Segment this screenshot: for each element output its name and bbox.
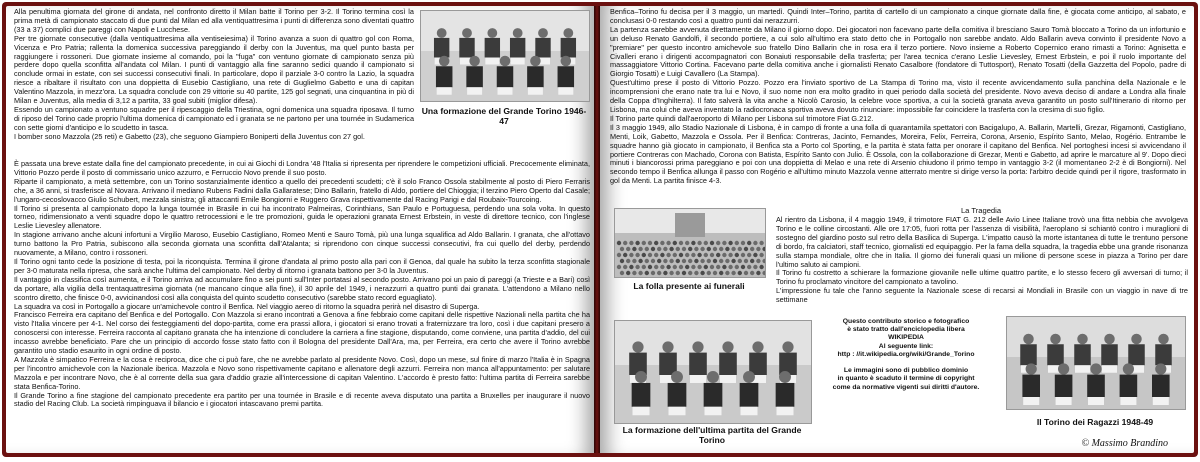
paragraph: Il Grande Torino a fine stagione del campionato precedente era partito per una tournée in Brasile e di recente aveva disputato una partita a Bruxelles per inaugurare il nuovo stadio del Racing Club. La società rimpinguava il bilancio e i giocatori intascavano premi partita.: [14, 390, 590, 409]
team-1946-47-photo: [420, 10, 590, 102]
ragazzi-team-illustration: [1007, 317, 1185, 409]
tragedy-title: La Tragedia: [960, 206, 1002, 215]
team-photo-illustration: [421, 11, 589, 101]
paragraph: I bomber sono Mazzola (25 reti) e Gabetto (23), che seguono Giampiero Boniperti della Juventus con 27 gol.: [14, 131, 365, 141]
caption-ultima-partita: La formazione dell'ultima partita del Grande Torino: [622, 425, 802, 445]
paragraph: A Mazzola è simpatico Ferreira e la cosa è reciproca, dice che ci può fare, che ne avrebbe parlato al presidente Novo. Così, dopo un mese, sul finire di marzo l'Italia è in Spagna per l'incontro amichevole con la Nazionale iberica. Mazzola e Novo sono rispettivamente capitano e allenatore degli azzurri. Ferreira non manca all'appuntamento: per salutare Mazzola e per incontrare Novo, che è al corrente della sua gara d'addio grazie all'intercessione di capitan Valentino. L'accordo è presto fatto: l'ultima partita di Ferreira sarebbe stata Benfica-Torino.: [14, 354, 590, 391]
caption-funerali: La folla presente ai funerali: [633, 281, 745, 291]
tragedy-text: [776, 216, 1188, 308]
credit-line: [818, 359, 994, 367]
paragraph: Il vantaggio in classifica così aumenta, e il Torino arriva ad accumulare fino a sei punti sull'Inter portatasi al secondo posto. Arrivano poi un paio di pareggi (a Trieste e a Bari) così da portare, alla vigilia della trentaquattresima giornata (ne mancano cinque alla fine), il 30 aprile del 1949, i nerazzurri a quattro punti dai granata. L'attendono a Milano nello scontro diretto, che finisce 0-0, avvicinandosi così alla conquista del quinto scudetto consecutivo (sarebbe stato record eguagliato).: [14, 274, 590, 302]
credit-line: come da normative vigenti sui diritti d'autore.: [832, 383, 980, 391]
paragraph: La squadra va così in Portogallo a giocare un'amichevole contro il Benfica. Nel viaggio aereo di ritorno la squadra perirà nel disastro di Superga.: [14, 301, 480, 311]
paragraph: La partenza sarebbe avvenuta direttamente da Milano il giorno dopo. Dei giocatori non facevano parte della comitiva il bresciano Sauro Tomà bloccato a Torino da un infortunio e un deluso Renato Gandolfi, il secondo portiere, a cui solo all'ultimo era stato detto che in Portogallo non sarebbe andato. Aldo Ballarin aveva convinto il presidente Novo a "premiare" per questo incontro amichevole suo fratello Dino Ballarin che in rosa era il terzo portiere. Novo insieme a Roberto Copernico erano rimasti a Torino: Agnisetta e Civalleri erano i dirigenti accompagnatori con Bonaiuti responsabile della trasferta; per l'area tecnica c'erano Leslie Lievesley, Ernest Erbstein, e poi il ruolo importante del massaggiatore Vittorio Cortina. Facevano parte della comitiva anche i giornalisti Renato Casalbore (fondatore di Tuttosport), Renato Tosatti (della Gazzetta del Popolo, padre di Giorgio Tosatti) e Luigi Cavallero (La Stampa).: [610, 24, 1186, 79]
wikipedia-credit: [818, 318, 994, 392]
credit-line: Al seguente link:: [878, 342, 934, 350]
left-text-top: [14, 8, 414, 158]
paragraph: Il Torino ogni tanto cede la posizione di testa, poi la riconquista. Termina il girone d'andata al primo posto alla pari con il Genoa, dal quale ha subito la terza sconfitta stagionale per 3-0 maturata nella ripresa, che sarà anche l'ultima del campionato. Nel derby di ritorno i granata battono per 3-0 la Juventus.: [14, 256, 590, 275]
caption-ragazzi: Il Torino dei Ragazzi 1948-49: [1036, 417, 1154, 427]
paragraph: Il 3 maggio 1949, allo Stadio Nazionale di Lisbona, è in campo di fronte a una folla di quarantamila spettatori con Bacigalupo, A. Ballarin, Martelli, Grezar, Rigamonti, Castigliano, Menti, Loik, Gabetto, Mazzola e Ossola. Per il Benfica: Contreras, Jacinto, Fernandes, Moreira, Felix, Ferreira, Corona, Arsenio, Espírito Santo, Melao, Rogério. Entrambe le squadre hanno già giocato in campionato, il Benfica sta a Porto col Sporting, e la partita è stata fatta per onorare il capitano del Benfica. Nel portoghesi incesi si avvicendano il portiere Contreras con Machado, Corona con Batista, Espírito Santo con Julio. È Ossola, con la collaborazione di Grezar, Menti e Gabetto, ad aprire le marcature al 9'. Dopo dieci minuti i biancorossi prima pareggiano e poi con una doppietta di Melao e una rete di Arsenio chiudono il primo tempo in vantaggio 3-2 (il momentaneo 2-2 è di Bongiorni). Nel secondo tempo il Benfica allunga il passo con Rogério e all'ultimo minuto Mazzola venne atterrato mentre si dirige verso la porta: l'arbitro decide quindi per il rigore, trasformato in gol da Menti. La partita finisce 4-3.: [610, 122, 1186, 186]
paragraph: Francisco Ferreira era capitano del Benfica e del Portogallo. Con Mazzola si erano incontrati a Genova a fine febbraio come capitani delle rispettive Nazionali nella partita che ha visto l'Italia vincere per 4-1. Nel corso dei festeggiamenti del dopo-partita, come era prassi allora, i giocatori si erano trovati a fraternizzare tra loro, così i due capitani presero a conoscersi con interesse. Ferreira racconta al capitano granata che ha intenzione di concludere la carriera a fine stagione, disputando, come conviene, una partita d'addio, del cui incasso avrebbe beneficiato. Pare che un principio di accordo fosse stato fatto con il Bologna del presidente Dall'Ara, ma, per Ferreira, era certo che avere il Torino avrebbe garantito uno stadio esaurito in ogni ordine di posto.: [14, 310, 590, 356]
photo-caption-1946-47: Una formazione del Grande Torino 1946-47: [421, 106, 587, 126]
funeral-crowd-photo: [614, 208, 766, 278]
credit-line: http : //it.wikipedia.org/wiki/Grande_Torino: [837, 350, 975, 358]
copyright-notice: © Massimo Brandino: [1081, 438, 1168, 449]
paragraph: Riparte il campionato, a metà settembre, con un Torino sostanzialmente identico a quello dei precedenti scudetti; c'è il solo Franco Ossola stabilmente al posto di Piero Ferraris che, a 36 anni, si trasferisce al Novara. Arrivano il mediano Rubens Fadini dalla Gallaratese; Dino Ballarin, fratello di Aldo, portiere del Chioggia; il terzino Piero Operto dal Casale; l'ungaro-cecoslovacco Giulio Schubert, mezzala sinistra; gli attaccanti Emile Bongiorni e Ruggero Grava rispettivamente dal Racing Parigi e dal Roubaix-Tourcoing.: [14, 176, 590, 204]
paragraph: Il Torino si presenta al campionato dopo la lunga tournée in Brasile in cui ha incontrato Palmeiras, Corinthians, San Paulo e Portuguesa, perdendo una sola volta. In questo torneo, ridimensionato a venti squadre dopo le quattro retrocessioni e le tre promozioni, guida le operazioni granata Ernest Erbstein, in veste di direttore tecnico, con l'inglese Leslie Lievesley allenatore.: [14, 203, 590, 231]
last-match-team-photo: [614, 320, 812, 424]
last-team-illustration: [615, 321, 811, 423]
paragraph: Il Torino fu costretto a schierare la formazione giovanile nelle ultime quattro partite, e lo stesso fecero gli avversari di turno; il Torino fu proclamato vincitore del campionato a tavolino.: [776, 268, 1188, 287]
paragraph: L'impressione fu tale che l'anno seguente la Nazionale scese di recarsi ai Mondiali in Brasile con un viaggio in nave di tre settimane: [776, 286, 1188, 305]
left-text-bottom: [14, 160, 590, 450]
paragraph: Al rientro da Lisbona, il 4 maggio 1949, il trimotore FIAT G. 212 delle Avio Linee Italiane trovò una fitta nebbia che avvolgeva Torino e le colline circostanti. Alle ore 17:05, fuori rotta per l'assenza di visibilità, l'aeroplano si schiantò contro i muraglioni di sostegno del giardino posto sul retro della Basilica di Superga. L'impatto causò la morte istantanea di tutte le trentuno persone di bordo, fra calciatori, staff tecnico, giornalisti ed equipaggio. Per la fama della squadra, la tragedia ebbe una grande risonanza sulla stampa mondiale, oltre che in Italia. Il giorno dei funerali quasi un milione di persone scese in piazza a Torino per dare l'ultimo saluto ai campioni.: [776, 215, 1188, 269]
paragraph: È passata una breve estate dalla fine del campionato precedente, in cui ai Giochi di Londra '48 l'Italia si ripresenta per riprendere le competizioni ufficiali. Precocemente eliminata, Vittorio Pozzo perde il posto di commissario unico azzurro, e Ferruccio Novo prende il suo posto.: [14, 159, 590, 177]
left-page: [6, 6, 594, 453]
right-text-top: [610, 8, 1186, 204]
credit-line: Le immagini sono di pubblico dominio: [843, 367, 969, 375]
paragraph: Alla penultima giornata del girone di andata, nel confronto diretto il Milan batte il Torino per 3-2. Il Torino termina così la prima metà di campionato staccato di due punti dal Milan ed alla ventiquattresima i punti di differenza sono diventati quattro (33 a 37) complici due pareggi con Napoli e Lucchese.: [14, 7, 414, 34]
credit-line: è stato tratto dall'enciclopedia libera: [847, 326, 965, 334]
right-page: [600, 6, 1194, 453]
credit-line: WIKIPEDIA: [888, 334, 924, 342]
paragraph: Quest'ultimo prese il posto di Vittorio Pozzo. Pozzo era l'inviato sportivo de La Stampa di Torino ma, visto il recente avvicendamento sulla panchina della Nazionale e le incomprensioni che erano nate tra lui e Novo, il suo nome non era molto gradito in quei periodo dalla società del presidente. Novo aveva deciso di andare a Londra alla finale della Coppa d'Inghilterra). Il fato salverà la vita anche a Nicolò Carosio, la celebre voce sportiva, a cui la società granata aveva garantito un posto sull'Itinerario di ritorno per Lisbona, ma colui che aveva inventato la radiocronaca sportiva aveva dovuto rinunciare: impossibile far coincidere la trasferta con la cresima di suo figlio.: [610, 78, 1186, 114]
paragraph: Per tre giornate consecutive (dalla ventiquattresima alla ventiseiesima) il Torino avanza a suon di quattro gol con Roma, Vicenza e Pro Patria; rallenta la domenica successiva pareggiando il derby con la Juventus, ma quel punto basta per raggiungere i rossoneri. Due giornate insieme al comando, poi la "fuga" con ventuno giornate di campionato senza più perdere dopo quella sconfitta all'andata col Milan. I punti di vantaggio alla fine saranno sedici quando il campionato si conclude ormai in estate, con sei successi consecutivi finali. In particolare, dopo il parziale 3-0 contro la Lazio, la squadra riesce a ribaltare il risultato con una doppietta di Eusebio Castigliano, una rete di Guglielmo Gabetto e una di capitan Valentino Mazzola, in mezz'ora. La squadra conclude con 29 vittorie su 40 partite, 125 gol segnati, una cinquantina in più di Milan e Juventus, alla media di 3,12 a partita, 33 goal subiti (miglior difesa).: [14, 33, 414, 106]
credit-line: Questo contributo storico e fotografico: [842, 318, 970, 325]
credit-line: in quanto è scaduto il termine di copyright: [837, 375, 975, 383]
paragraph: In stagione arrivano anche alcuni infortuni a Virgilio Maroso, Eusebio Castigliano, Romeo Menti e Sauro Tomà, più una lunga squalifica ad Aldo Ballarin. I granata, che all'ottavo turno battono la Pro Patria, subiscono alla seconda giornata una sconfitta dall'Atalanta; si riprendono con cinque successi consecutivi, fra cui quello del derby, perdendo nuovamente, a Milano, contro i rossoneri.: [14, 230, 590, 258]
paragraph: Benfica–Torino fu decisa per il 3 maggio, un martedì. Quindi Inter–Torino, partita di cartello di un campionato a cinque giornate dalla fine, è giocata come anticipo, al sabato, e conclusasi 0-0 restando così a quattro punti dai nerazzurri.: [610, 7, 1186, 25]
torino-ragazzi-photo: [1006, 316, 1186, 410]
paragraph: Essendo un campionato a ventuno squadre per il ripescaggio della Triestina, ogni domenica una squadra riposava. Il turno di riposo del Torino cade proprio l'ultima domenica di campionato ed i granata se ne partono per una tournée in Sudamerica con sette giorni d'anticipo e lo scudetto in tasca.: [14, 104, 414, 132]
crowd-illustration: [615, 209, 765, 277]
paragraph: Il Torino parte quindi dall'aeroporto di Milano per Lisbona sul trimotore Fiat G.212.: [610, 113, 874, 123]
